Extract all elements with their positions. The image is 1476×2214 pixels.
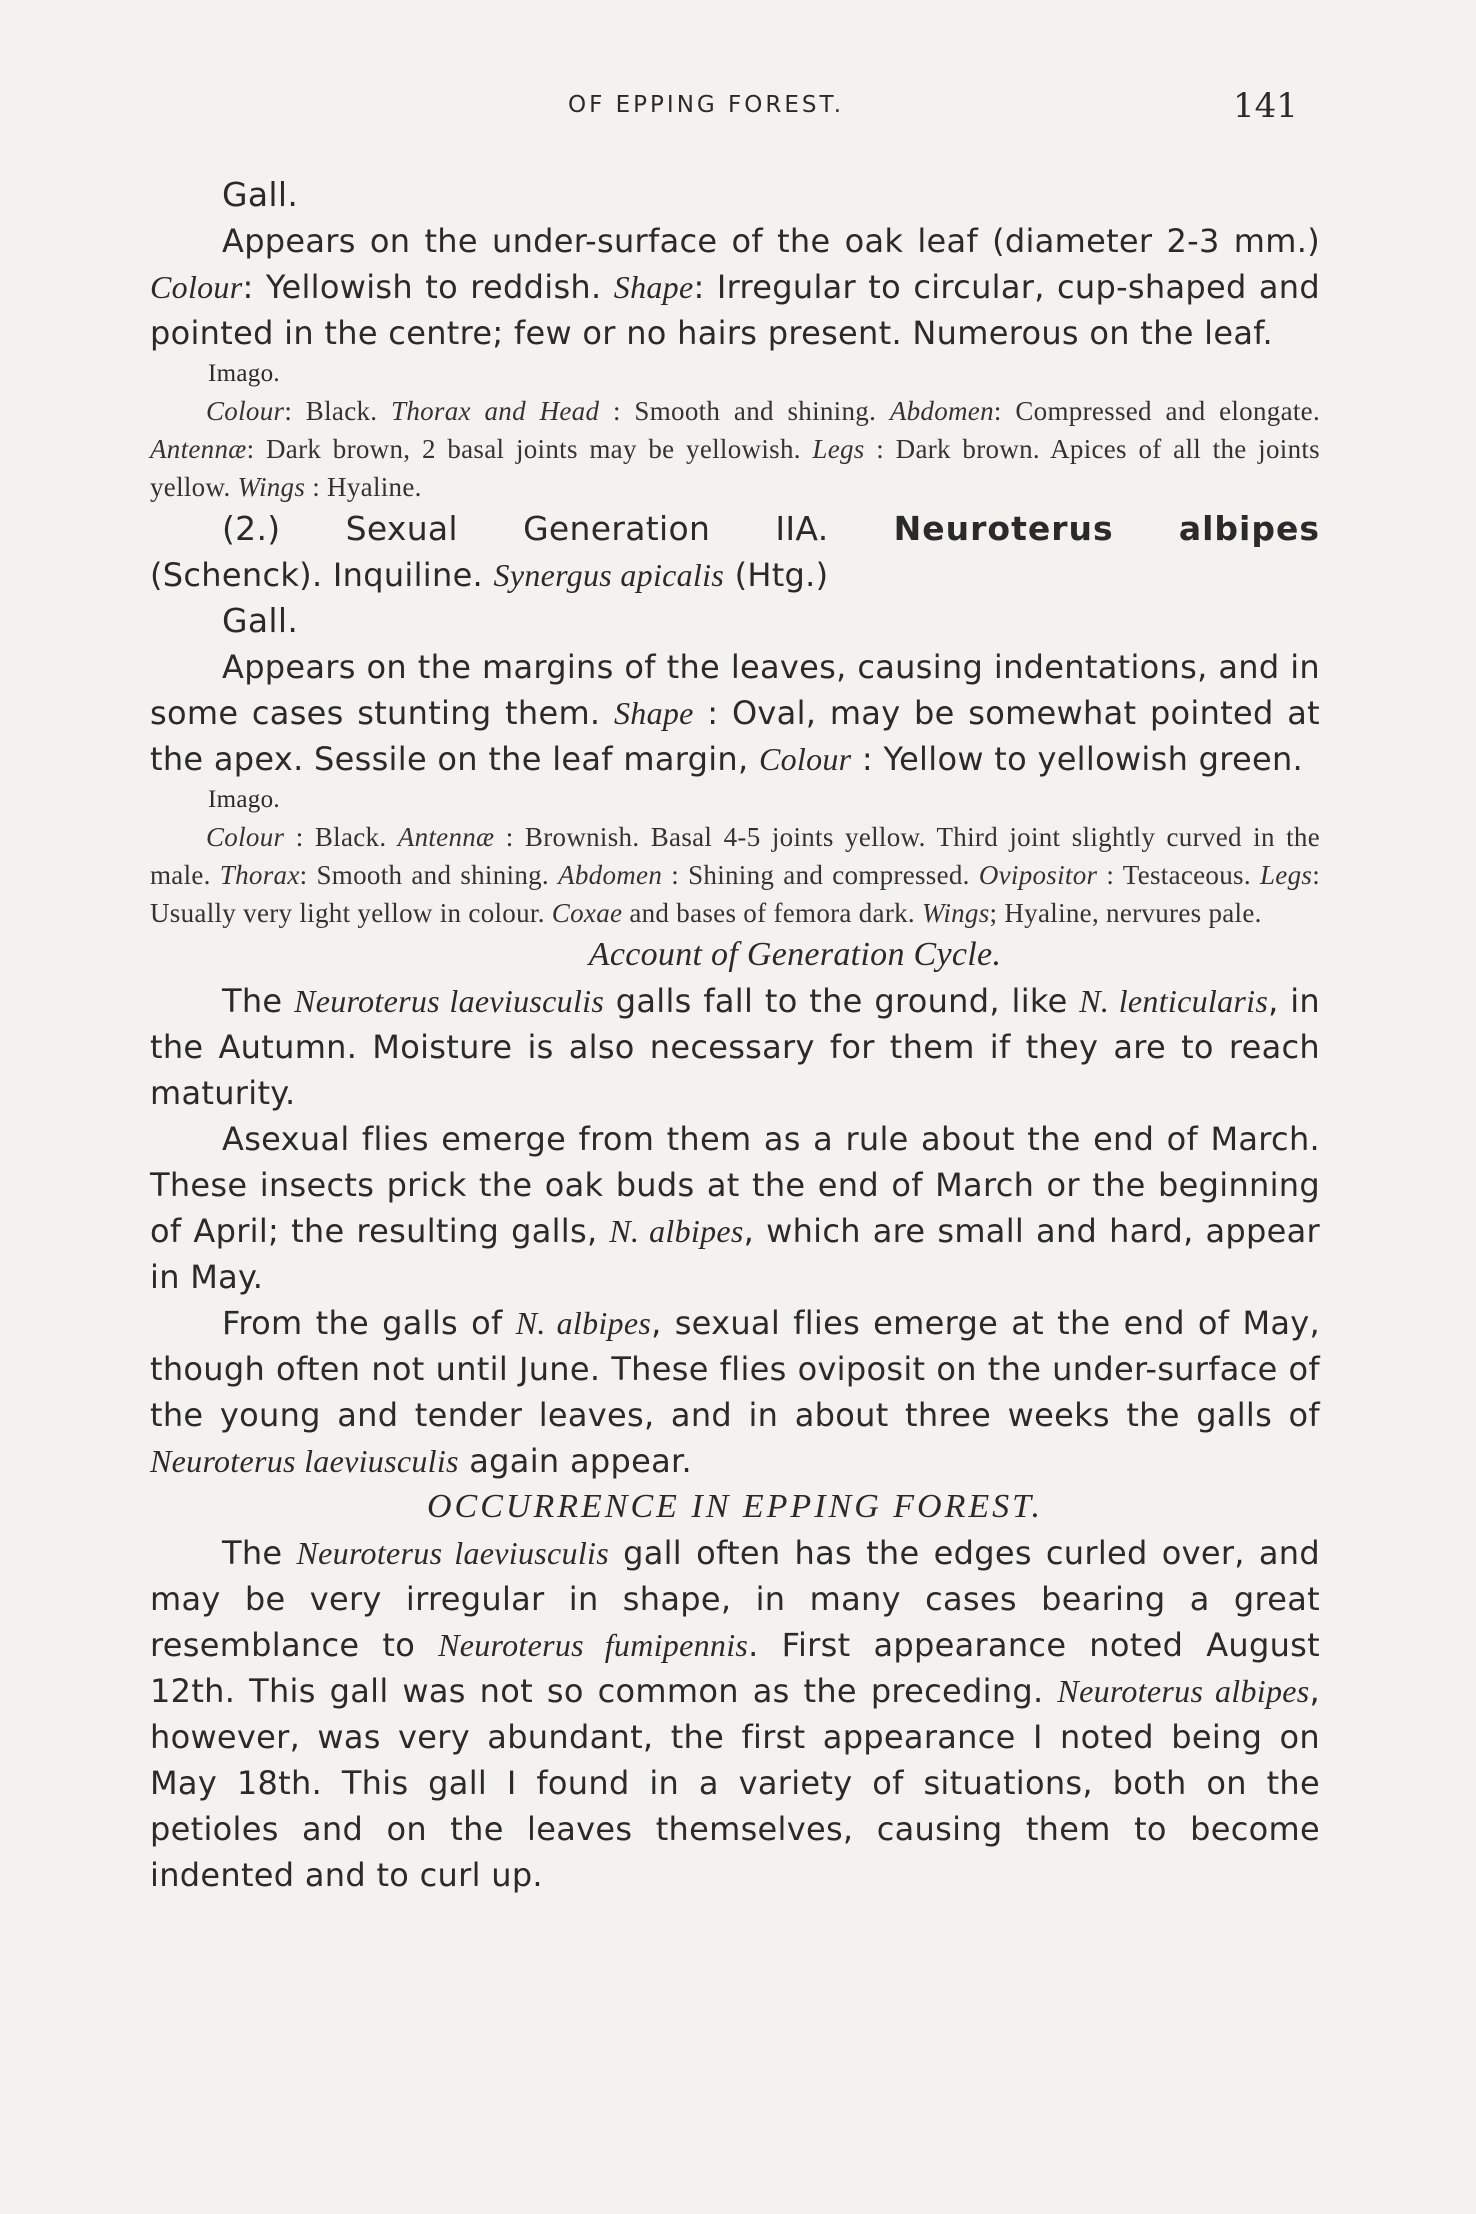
section-title-account: Account of Generation Cycle.	[588, 936, 1002, 973]
body-text	[150, 172, 1320, 1898]
running-head: OF EPPING FOREST.	[568, 92, 845, 118]
genus-name: Neuroterus	[893, 509, 1114, 548]
imago-description: Colour: Black. Thorax and Head : Smooth and shining. Abdomen: Compressed and elongate. Antennæ: Dark brown, 2 basal joints may be yellowish. Legs : Dark brown. Apices of all the joints yellow. Wings : Hyaline.	[150, 396, 1320, 502]
generation-heading: (2.) Sexual Generation IIA. Neuroterus albipes (Schenck). Inquiline. Synergus apicalis (Htg.)	[150, 506, 1320, 598]
occurrence-paragraph: The Neuroterus laeviusculis gall often has the edges curled over, and may be very irregular in shape, in many cases bearing a great resemblance to Neuroterus fumipennis. First appearance noted August 12th. This gall was not so common as the preceding. Neuroterus albipes, however, was very abundant, the first appearance I noted being on May 18th. This gall I found in a variety of situations, both on the petioles and on the leaves themselves, causing them to become indented and to curl up.	[150, 1534, 1320, 1894]
gall-description: Appears on the under-surface of the oak leaf (diameter 2-3 mm.) Colour: Yellowish to reddish. Shape: Irregular to circular, cup-shaped and pointed in the centre; few or no hairs present. Numerous on the leaf.	[150, 222, 1320, 352]
imago-label: Imago.	[208, 360, 280, 387]
gall-label: Gall.	[222, 175, 299, 214]
species-name: albipes	[1178, 509, 1320, 548]
shape-label: Shape	[613, 269, 694, 305]
imago-description-2: Colour : Black. Antennæ : Brownish. Basal 4-5 joints yellow. Third joint slightly curved in the male. Thorax: Smooth and shining. Abdomen : Shining and compressed. Ovipositor : Testaceous. Legs: Usually very light yellow in colour. Coxae and bases of femora dark. Wings; Hyaline, nervures pale.	[150, 822, 1321, 928]
page-header	[0, 86, 1476, 136]
gall-label-2: Gall.	[222, 601, 299, 640]
account-paragraph-1: The Neuroterus laeviusculis galls fall to the ground, like N. lenticularis, in the Autumn. Moisture is also necessary for them if they are to reach maturity.	[150, 982, 1321, 1112]
section-title-occurrence: OCCURRENCE IN EPPING FOREST.	[427, 1488, 1043, 1525]
colour-label: Colour	[150, 269, 243, 305]
page-number: 141	[1233, 86, 1298, 126]
account-paragraph-2: Asexual flies emerge from them as a rule about the end of March. These insects prick the oak buds at the end of March or the beginning of April; the resulting galls, N. albipes, which are small and hard, appear in May.	[150, 1120, 1321, 1296]
account-paragraph-3: From the galls of N. albipes, sexual flies emerge at the end of May, though often not until June. These flies oviposit on the under-surface of the young and tender leaves, and in about three weeks the galls of Neuroterus laeviusculis again appear.	[150, 1304, 1321, 1480]
gall-description-2: Appears on the margins of the leaves, causing indentations, and in some cases stunting them. Shape : Oval, may be somewhat pointed at the apex. Sessile on the leaf margin, Colour : Yellow to yellowish green.	[150, 648, 1320, 778]
imago-label-2: Imago.	[208, 786, 280, 813]
